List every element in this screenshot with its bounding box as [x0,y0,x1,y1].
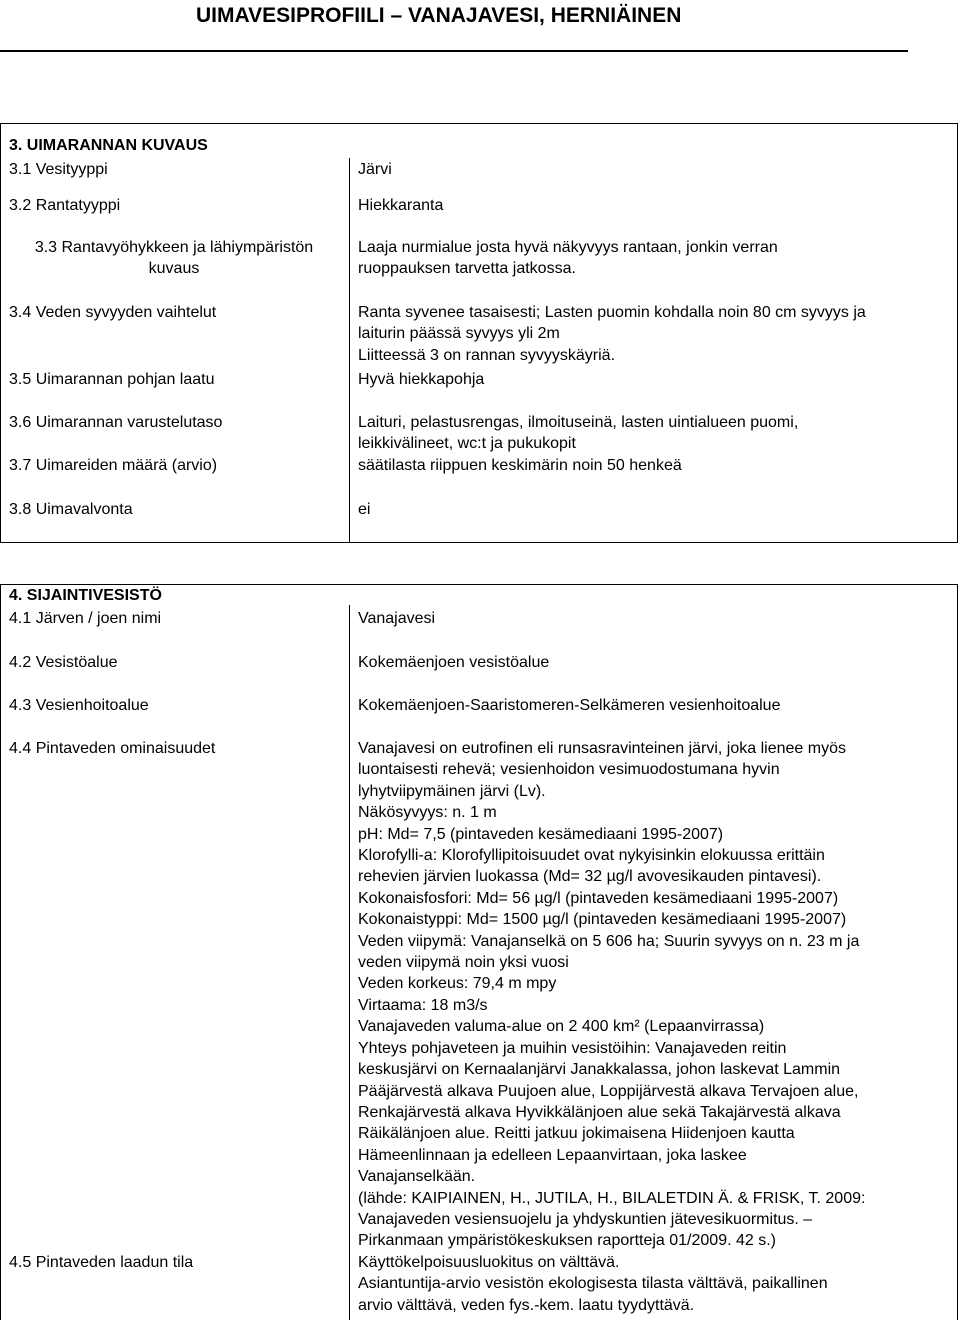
value-line: Laaja nurmialue josta hyvä näkyvyys rantaan, jonkin verran [358,239,778,256]
row-4-1-value [358,608,954,629]
label-line: 3.3 Rantavyöhykkeen ja lähiympäristön [34,239,314,256]
value-line: Näkösyvyys: n. 1 m [358,804,497,822]
value-line: Vanajaveden valuma-alue on 2 400 km² (Lepaanvirrassa) [358,1018,765,1036]
value-line: Hiekkaranta [358,197,444,214]
value-line: Virtaama: 18 m3/s [358,996,488,1014]
value-line: Hyvä hiekkapohja [358,371,485,388]
value-line: ei [358,501,371,518]
value-line: ruoppauksen tarvetta jatkossa. [358,260,576,278]
value-line: Asiantuntija-arvio vesistön ekologisesta tilasta välttävä, paikallinen [358,1275,828,1293]
row-4-2-label: 4.2 Vesistöalue [9,654,118,671]
value-line: Pirkanmaan ympäristökeskuksen raportteja 01/2009. 42 s.) [358,1232,776,1250]
document-title: UIMAVESIPROFIILI – VANAJAVESI, HERNIÄINEN [196,4,682,27]
row-3-7-label: 3.7 Uimareiden määrä (arvio) [9,457,218,474]
value-line: Kokonaistyppi: Md= 1500 µg/l (pintaveden kesämediaani 1995-2007) [358,911,847,929]
value-line: leikkivälineet, wc:t ja pukukopit [358,435,576,453]
row-3-2-value [358,195,954,216]
value-line: Vanajavesi [358,610,436,627]
row-4-5-label: 4.5 Pintaveden laadun tila [9,1254,194,1271]
row-3-6-value [358,412,954,455]
value-line: luontaisesti rehevä; vesienhoidon vesimuodostumana hyvin [358,761,780,779]
row-4-4-label: 4.4 Pintaveden ominaisuudet [9,740,216,757]
value-line: Laituri, pelastusrengas, ilmoituseinä, lasten uintialueen puomi, [358,414,799,431]
value-line: Pääjärvestä alkava Puujoen alue, Loppijärvestä alkava Tervajoen alue, [358,1082,859,1100]
row-3-3-value [358,237,954,280]
value-line: lyhytviipymäinen järvi (Lv). [358,782,546,800]
row-4-4-value [358,738,954,1252]
row-3-4-value [358,302,954,366]
value-line: Vanajaveden vesiensuojelu ja yhdyskuntien jätevesikuormitus. – [358,1210,813,1228]
value-line: Ranta syvenee tasaisesti; Lasten puomin kohdalla noin 80 cm syvyys ja [358,304,866,321]
value-line: Kokemäenjoen-Saaristomeren-Selkämeren vesienhoitoalue [358,697,781,714]
value-line: arvio välttävä, veden fys.-kem. laatu tyydyttävä. [358,1296,695,1314]
value-line: Vanajavesi on eutrofinen eli runsasravinteinen järvi, joka lienee myös [358,740,846,757]
row-3-6-label: 3.6 Uimarannan varustelutaso [9,414,223,431]
row-3-1-value [358,159,954,180]
value-line: Kokemäenjoen vesistöalue [358,654,550,671]
section-4-column-divider [349,605,350,1320]
value-line: rehevien järvien luokassa (Md= 32 µg/l avovesikauden pintavesi). [358,868,822,886]
value-line: Räikälänjoen alue. Reitti jatkuu jokimaisena Hiidenjoen kautta [358,1125,795,1143]
label-line: kuvaus [148,260,200,277]
value-line: Käyttökelpoisuusluokitus on välttävä. [358,1254,620,1271]
value-line: Veden viipymä: Vanajanselkä on 5 606 ha; Suurin syvyys on n. 23 m ja [358,932,860,950]
section-3-column-divider [349,158,350,543]
title-underline [0,50,908,52]
row-3-3-label [9,237,339,279]
value-line: Veden korkeus: 79,4 m mpy [358,975,557,993]
value-line: säätilasta riippuen keskimärin noin 50 henkeä [358,457,682,474]
value-line: (lähde: KAIPIAINEN, H., JUTILA, H., BILALETDIN Ä. & FRISK, T. 2009: [358,1189,866,1207]
row-4-3-label: 4.3 Vesienhoitoalue [9,697,149,714]
value-line: pH: Md= 7,5 (pintaveden kesämediaani 1995-2007) [358,825,724,843]
value-line: Järvi [358,161,392,178]
section-3-heading: 3. UIMARANNAN KUVAUS [9,137,208,154]
value-line: veden viipymä noin yksi vuosi [358,954,569,972]
value-line: Yhteys pohjaveteen ja muihin vesistöihin: Vanajaveden reitin [358,1039,787,1057]
row-3-8-label: 3.8 Uimavalvonta [9,501,133,518]
row-4-5-value [358,1252,954,1316]
value-line: laiturin päässä syvyys yli 2m [358,325,560,343]
value-line: Liitteessä 3 on rannan syvyyskäyriä. [358,346,616,364]
value-line: Vanajanselkään. [358,1168,476,1186]
row-3-5-label: 3.5 Uimarannan pohjan laatu [9,371,215,388]
row-3-7-value [358,455,954,476]
value-line: Renkajärvestä alkava Hyvikkälänjoen alue sekä Takajärvestä alkava [358,1103,841,1121]
row-4-1-label: 4.1 Järven / joen nimi [9,610,162,627]
row-4-3-value [358,695,954,716]
row-3-4-label: 3.4 Veden syvyyden vaihtelut [9,304,217,321]
value-line: keskusjärvi on Kernaalanjärvi Janakkalassa, johon laskevat Lammin [358,1061,841,1079]
value-line: Kokonaisfosfori: Md= 56 µg/l (pintaveden kesämediaani 1995-2007) [358,889,839,907]
row-3-2-label: 3.2 Rantatyyppi [9,197,121,214]
row-3-8-value [358,499,954,520]
section-4-heading: 4. SIJAINTIVESISTÖ [9,587,162,604]
row-3-5-value [358,369,954,390]
row-4-2-value [358,652,954,673]
value-line: Hämeenlinnaan ja edelleen Lepaanvirtaan, joka laskee [358,1146,747,1164]
value-line: Klorofylli-a: Klorofyllipitoisuudet ovat nykyisinkin elokuussa erittäin [358,847,825,865]
row-3-1-label: 3.1 Vesityyppi [9,161,108,178]
